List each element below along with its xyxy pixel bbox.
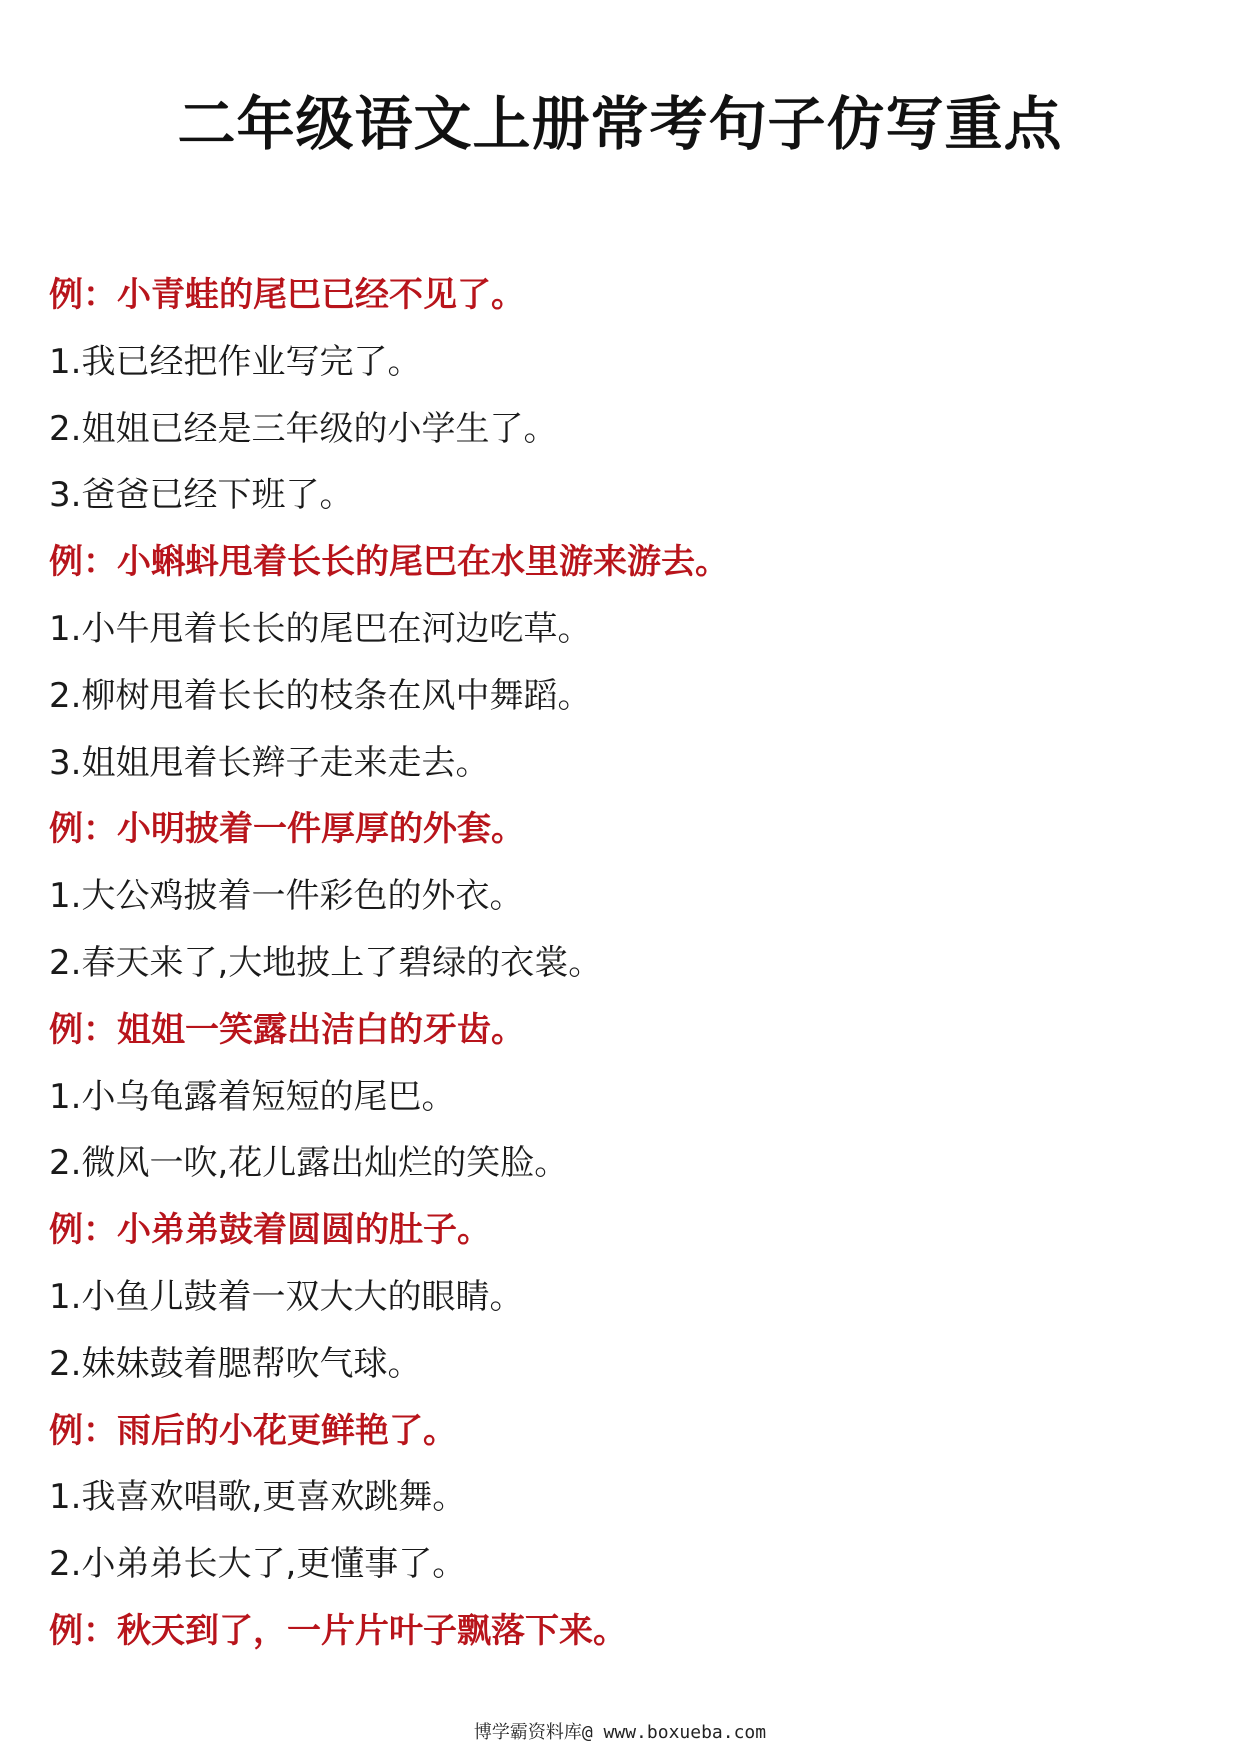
example-sentence: 例：秋天到了，一片片叶子飘落下来。 <box>49 1610 627 1651</box>
sentence-item: 2.姐姐已经是三年级的小学生了。 <box>49 408 558 449</box>
example-sentence: 例：小青蛙的尾巴已经不见了。 <box>49 275 525 315</box>
sentence-item: 2.春天来了,大地披上了碧绿的衣裳。 <box>49 942 603 983</box>
sentence-list <box>49 262 1200 1665</box>
page-title: 二年级语文上册常考句子仿写重点 <box>177 90 1063 158</box>
example-sentence: 例：小弟弟鼓着圆圆的肚子。 <box>49 1210 491 1251</box>
sentence-item: 1.我喜欢唱歌,更喜欢跳舞。 <box>49 1477 467 1518</box>
sentence-item: 2.柳树甩着长长的枝条在风中舞蹈。 <box>49 675 592 716</box>
sentence-item: 1.小鱼儿鼓着一双大大的眼睛。 <box>49 1276 524 1317</box>
sentence-item: 1.大公鸡披着一件彩色的外衣。 <box>49 876 524 917</box>
footer-watermark: 博学霸资料库@ www.boxueba.com <box>473 1722 767 1743</box>
example-sentence: 例：雨后的小花更鲜艳了。 <box>49 1410 457 1451</box>
sentence-item: 1.我已经把作业写完了。 <box>49 341 422 382</box>
sentence-item: 3.爸爸已经下班了。 <box>49 475 354 516</box>
sentence-item: 2.微风一吹,花儿露出灿烂的笑脸。 <box>49 1143 569 1184</box>
example-sentence: 例：姐姐一笑露出洁白的牙齿。 <box>49 1009 525 1050</box>
sentence-item: 2.小弟弟长大了,更懂事了。 <box>49 1544 467 1585</box>
example-sentence: 例：小蝌蚪甩着长长的尾巴在水里游来游去。 <box>49 542 729 583</box>
sentence-item: 2.妹妹鼓着腮帮吹气球。 <box>49 1343 422 1384</box>
sentence-item: 1.小乌龟露着短短的尾巴。 <box>49 1076 456 1117</box>
sentence-item: 1.小牛甩着长长的尾巴在河边吃草。 <box>49 608 592 649</box>
sentence-item: 3.姐姐甩着长辫子走来走去。 <box>49 742 490 783</box>
example-sentence: 例：小明披着一件厚厚的外套。 <box>49 809 525 850</box>
